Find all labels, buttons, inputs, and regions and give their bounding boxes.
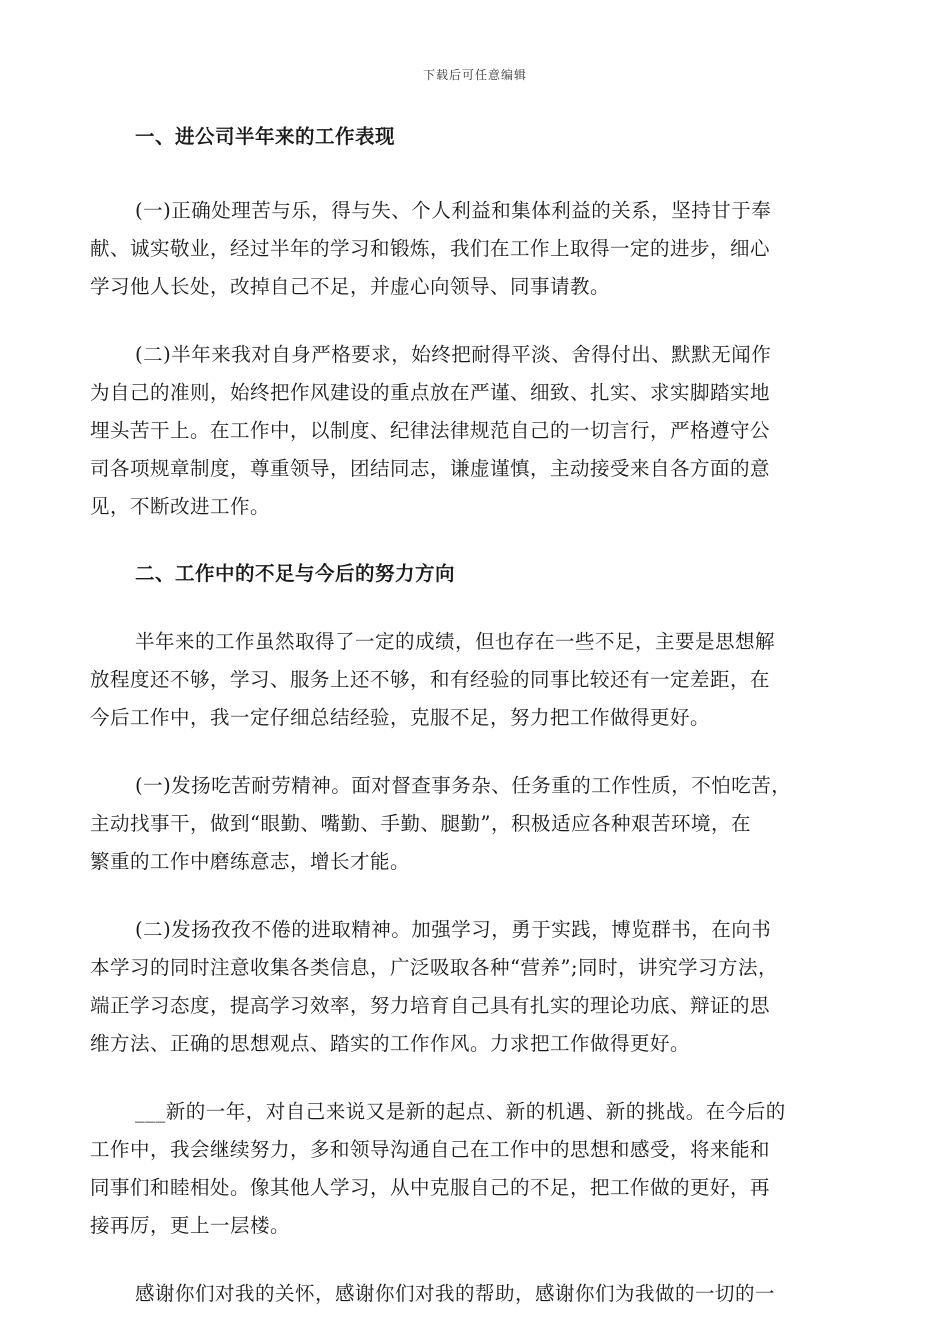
text-line: (二)发扬孜孜不倦的进取精神。加强学习，勇于实践，博览群书，在向书 bbox=[135, 918, 772, 941]
section-heading-1: 一、进公司半年来的工作表现 bbox=[135, 125, 396, 148]
paragraph-1-1 bbox=[90, 192, 860, 306]
paragraph-2-3 bbox=[90, 911, 860, 1063]
text-line: 放程度还不够，学习、服务上还不够，和有经验的同事比较还有一定差距，在 bbox=[90, 668, 771, 691]
text-line: (二)半年来我对自身严格要求，始终把耐得平淡、舍得付出、默默无闻作 bbox=[135, 343, 772, 366]
text-line: 司各项规章制度，尊重领导，团结同志，谦虚谨慎，主动接受来自各方面的意 bbox=[90, 457, 771, 480]
text-line: 主动找事干，做到“眼勤、嘴勤、手勤、腿勤”，积极适应各种艰苦环境，在 bbox=[90, 812, 751, 835]
text-line: 同事们和睦相处。像其他人学习，从中克服自己的不足，把工作做的更好，再 bbox=[90, 1176, 771, 1199]
text-line: 繁重的工作中磨练意志，增长才能。 bbox=[90, 850, 411, 873]
paragraph-2-2 bbox=[90, 767, 860, 881]
text-line: 接再厉，更上一层楼。 bbox=[90, 1214, 291, 1237]
paragraph-2-5 bbox=[90, 1275, 860, 1313]
page-header-watermark: 下载后可任意编辑 bbox=[422, 68, 527, 82]
text-line: 感谢你们对我的关怀，感谢你们对我的帮助，感谢你们为我做的一切的一 bbox=[135, 1282, 776, 1305]
text-line: ___新的一年，对自己来说又是新的起点、新的机遇、新的挑战。在今后的 bbox=[135, 1100, 786, 1123]
paragraph-2-1 bbox=[90, 623, 860, 737]
text-line: 本学习的同时注意收集各类信息，广泛吸取各种“营养”;同时，讲究学习方法， bbox=[90, 956, 779, 979]
text-line: 埋头苦干上。在工作中，以制度、纪律法律规范自己的一切言行，严格遵守公 bbox=[90, 419, 771, 442]
paragraph-2-4 bbox=[90, 1093, 860, 1245]
paragraph-1-2 bbox=[90, 336, 860, 526]
text-line: 为自己的准则，始终把作风建设的重点放在严谨、细致、扎实、求实脚踏实地 bbox=[90, 381, 771, 404]
text-line: 见，不断改进工作。 bbox=[90, 495, 271, 518]
text-line: 工作中，我会继续努力，多和领导沟通自己在工作中的思想和感受，将来能和 bbox=[90, 1138, 771, 1161]
section-heading-2: 二、工作中的不足与今后的努力方向 bbox=[135, 562, 456, 585]
text-line: 学习他人长处，改掉自己不足，并虚心向领导、同事请教。 bbox=[90, 275, 611, 298]
text-line: 维方法、正确的思想观点、踏实的工作作风。力求把工作做得更好。 bbox=[90, 1032, 691, 1055]
text-line: (一)发扬吃苦耐劳精神。面对督查事务杂、任务重的工作性质，不怕吃苦， bbox=[135, 774, 792, 797]
document-body bbox=[90, 118, 860, 1313]
text-line: 献、诚实敬业，经过半年的学习和锻炼，我们在工作上取得一定的进步，细心 bbox=[90, 237, 771, 260]
text-line: 端正学习态度，提高学习效率，努力培育自己具有扎实的理论功底、辩证的思 bbox=[90, 994, 771, 1017]
text-line: 半年来的工作虽然取得了一定的成绩，但也存在一些不足，主要是思想解 bbox=[135, 630, 776, 653]
text-line: (一)正确处理苦与乐，得与失、个人利益和集体利益的关系，坚持甘于奉 bbox=[135, 199, 772, 222]
text-line: 今后工作中，我一定仔细总结经验，克服不足，努力把工作做得更好。 bbox=[90, 706, 711, 729]
